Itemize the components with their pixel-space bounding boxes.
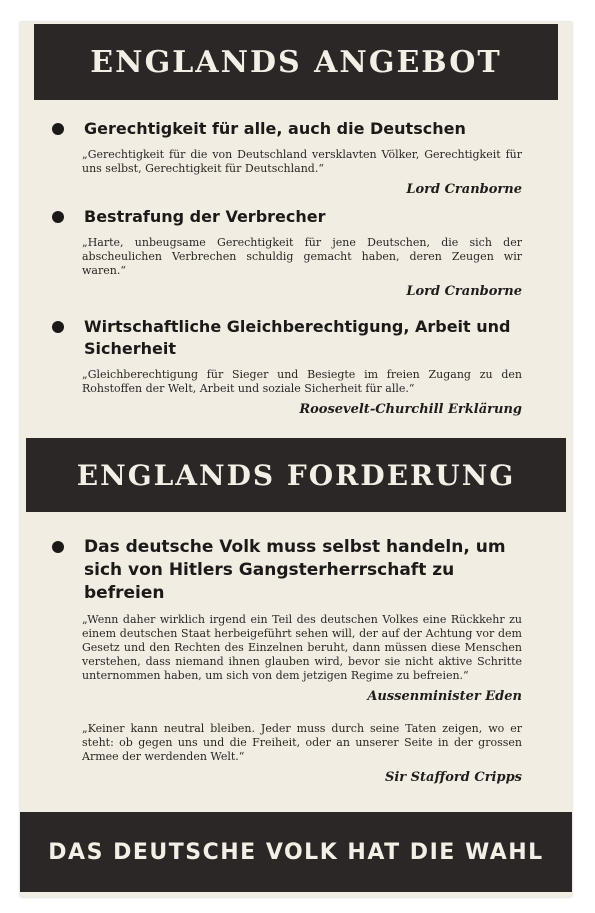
footer-slogan: DAS DEUTSCHE VOLK HAT DIE WAHL: [20, 812, 572, 892]
bullet-icon: [52, 211, 64, 223]
demand-heading-text: Das deutsche Volk muss selbst handeln, um sich von Hitlers Gangsterherrschaft zu befreien: [84, 537, 506, 603]
bullet-icon: [52, 123, 64, 135]
offer-item-heading: [52, 206, 522, 228]
bullet-icon: [52, 321, 64, 333]
leaflet: [20, 22, 572, 897]
offer-item-heading: [52, 316, 522, 360]
offer-item-author: Lord Cranborne: [406, 182, 522, 197]
offer-item-punishment: [82, 206, 522, 299]
offer-item-author: Lord Cranborne: [406, 284, 522, 299]
offer-item-quote: „Harte, unbeugsame Gerechtigkeit für jene Deutschen, die sich der abscheulichen Verbrechen schuldig gemacht haben, deren Zeugen wir waren.“: [82, 236, 522, 277]
offer-item-heading-text: Bestrafung der Verbrecher: [84, 207, 326, 226]
demand-quote-eden: „Wenn daher wirklich irgend ein Teil des deutschen Volkes eine Rückkehr zu einem deutschen Staat herbeigeführt sehen will, der auf der Achtung vor dem Gesetz und den Rechten des Einzelnen beruht, dann müssen diese Menschen verstehen, dass niemand ihnen glauben wird, bevor sie nicht aktive Schritte unternommen haben, um sich von dem jetzigen Regime zu befreien.“: [82, 613, 522, 682]
offer-item-heading-text: Gerechtigkeit für alle, auch die Deutschen: [84, 119, 466, 138]
demand-author-cripps: Sir Stafford Cripps: [384, 770, 522, 785]
offer-item-heading-text: Wirtschaftliche Gleichberechtigung, Arbeit und Sicherheit: [84, 317, 511, 358]
offer-item-quote: „Gerechtigkeit für die von Deutschland versklavten Völker, Gerechtigkeit für uns selbst, Gerechtigkeit für Deutschland.“: [82, 148, 522, 175]
demand-heading: [52, 536, 522, 605]
demand-quote-cripps: „Keiner kann neutral bleiben. Jeder muss durch seine Taten zeigen, wo er steht: ob gegen uns und die Freiheit, oder an unserer Seite in der grossen Armee der werdenden Welt.“: [82, 722, 522, 763]
bullet-icon: [52, 541, 64, 553]
demand-author-eden: Aussenminister Eden: [367, 689, 522, 704]
demand-section: [82, 536, 522, 785]
offer-item-heading: [52, 118, 522, 140]
demand-title: ENGLANDS FORDERUNG: [26, 438, 566, 512]
offer-item-justice: [82, 118, 522, 197]
offer-item-quote: „Gleichberechtigung für Sieger und Besiegte im freien Zugang zu den Rohstoffen der Welt, Arbeit und soziale Sicherheit für alle.“: [82, 368, 522, 395]
offer-item-author: Roosevelt-Churchill Erklärung: [299, 402, 522, 417]
offer-item-economic: [82, 316, 522, 417]
offer-title: ENGLANDS ANGEBOT: [34, 24, 558, 100]
